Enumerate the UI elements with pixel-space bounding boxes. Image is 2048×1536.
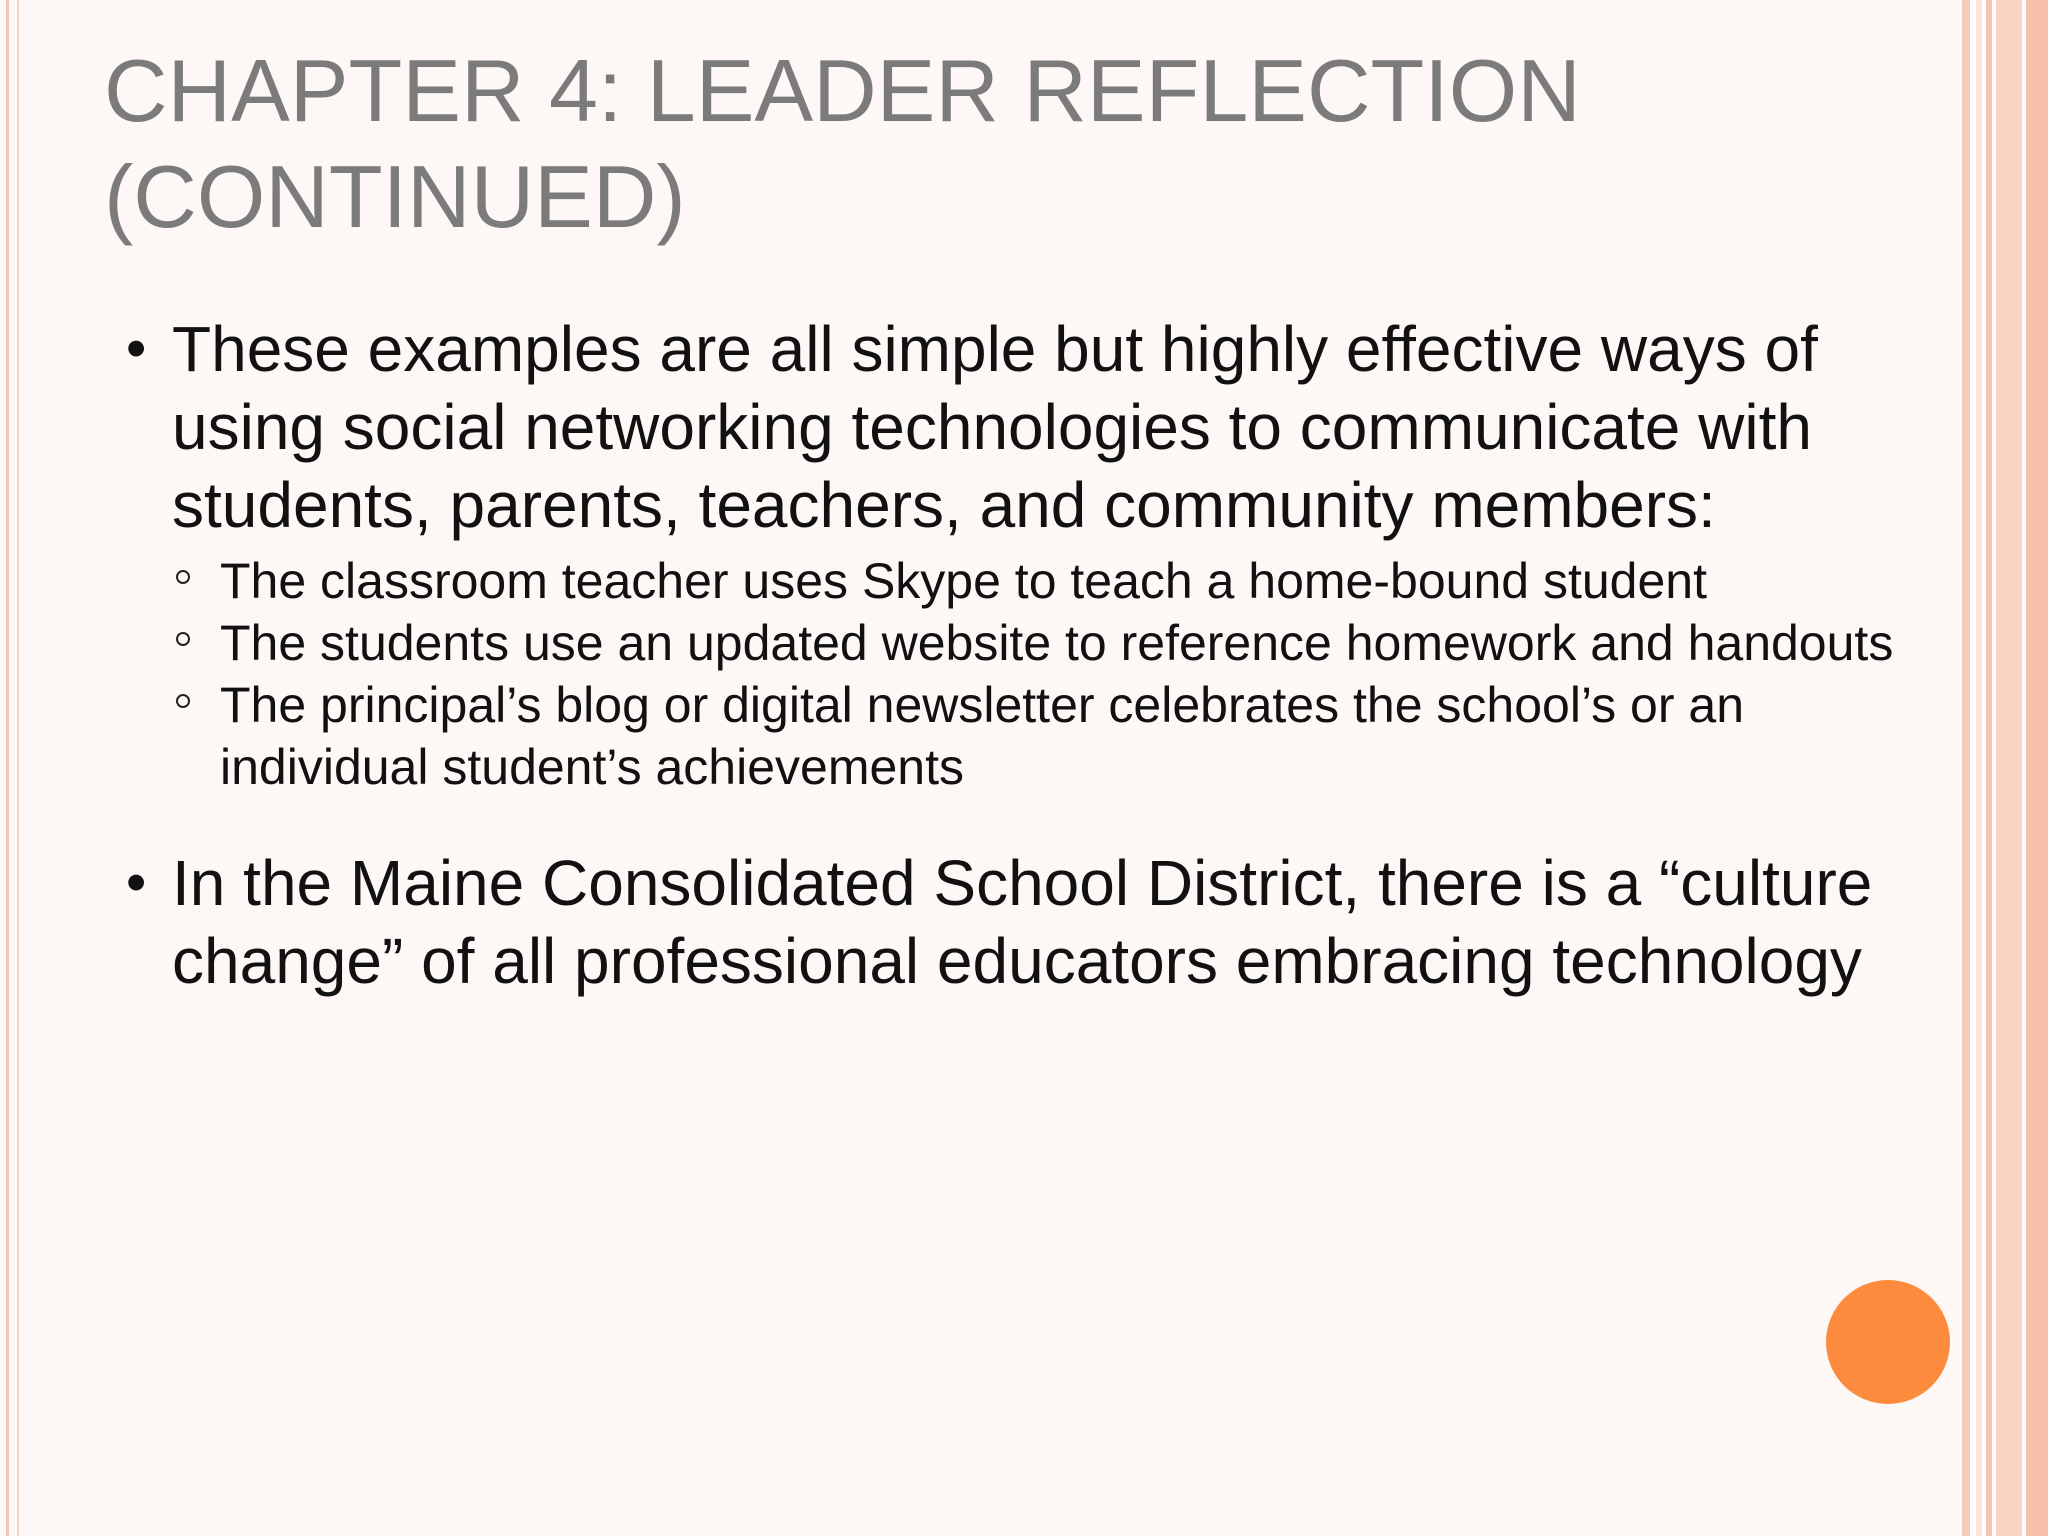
hollow-circle-icon [176, 694, 190, 708]
bullet-dot-icon: • [126, 850, 147, 915]
sub-bullet-text: The classroom teacher uses Skype to teach a home-bound student [220, 553, 1707, 609]
stripe [2026, 0, 2048, 1536]
hollow-circle-icon [176, 570, 190, 584]
sub-bullet-item [126, 612, 1916, 674]
stripe [1986, 0, 1992, 1536]
sub-bullet-text: The principal’s blog or digital newsletter celebrates the school’s or an individual student’s achievements [220, 677, 1744, 795]
sub-bullet-text: The students use an updated website to reference homework and handouts [220, 615, 1894, 671]
orange-circle-decoration [1826, 1280, 1950, 1404]
stripe [1962, 0, 1970, 1536]
slide-title: CHAPTER 4: LEADER REFLECTION (CONTINUED) [104, 41, 1581, 246]
sub-bullet-item [126, 550, 1916, 612]
bullet-item [126, 310, 1916, 544]
bullet-text: These examples are all simple but highly effective ways of using social networking technologies to communicate with students, parents, teachers, and community members: [172, 313, 1818, 541]
sub-bullet-list [126, 550, 1916, 798]
hollow-circle-icon [176, 632, 190, 646]
sub-bullet-item [126, 674, 1916, 798]
stripe [1976, 0, 1982, 1536]
left-border-line-inner [17, 0, 19, 1536]
bullet-dot-icon: • [126, 316, 147, 381]
left-border-line [6, 0, 9, 1536]
bullet-item [126, 844, 1916, 1000]
bullet-text: In the Maine Consolidated School District, there is a “culture change” of all professional educators embracing technology [172, 847, 1873, 997]
slide-body [126, 310, 1916, 1000]
stripe [1996, 0, 2022, 1536]
right-decorative-stripes [1962, 0, 2048, 1536]
